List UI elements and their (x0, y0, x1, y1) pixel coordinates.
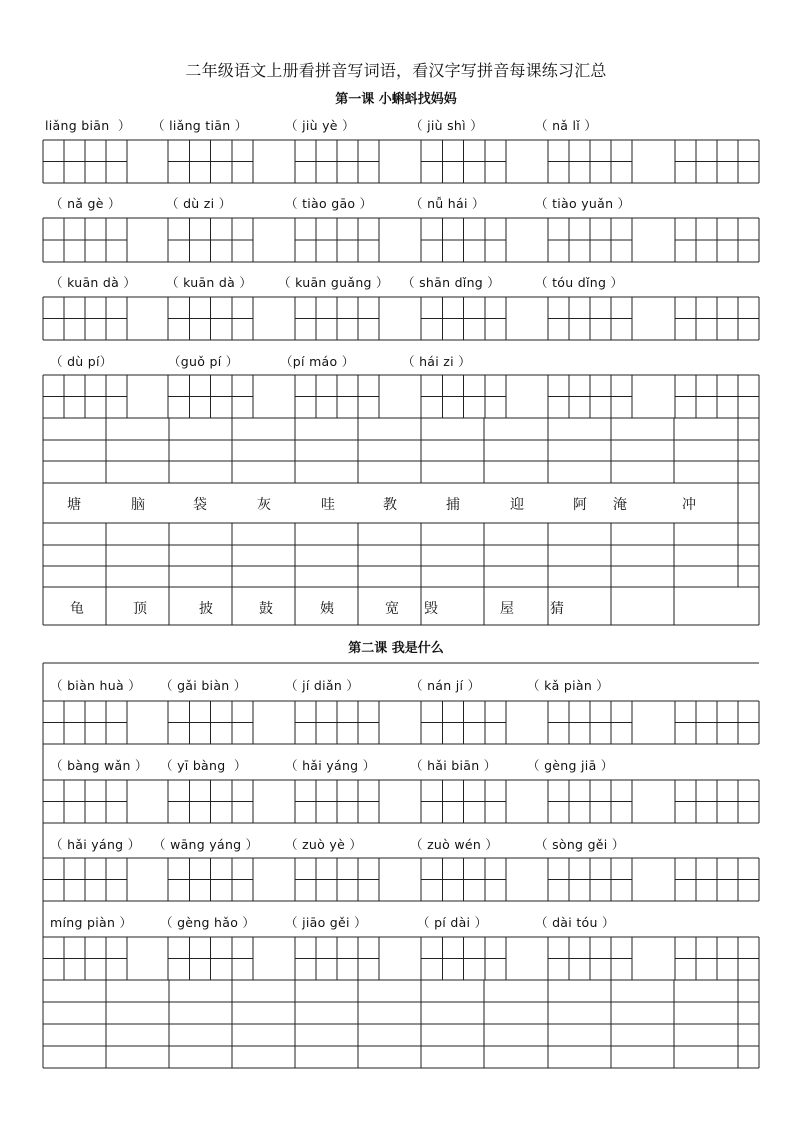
pinyin-label: （ gèng hǎo ） (160, 915, 256, 930)
hanzi-char: 捕 (446, 497, 460, 513)
hanzi-char: 姨 (320, 601, 334, 617)
pinyin-label: （ gèng jiā ） (527, 758, 614, 773)
hanzi-char: 披 (199, 601, 213, 617)
pinyin-label: （ kuān dà ） (166, 275, 253, 290)
hanzi-char: 顶 (133, 601, 147, 617)
pinyin-label: （ biàn huà ） (50, 678, 142, 693)
pinyin-label: （ tiào yuǎn ） (535, 196, 631, 211)
pinyin-label: （ zuò yè ） (285, 837, 363, 852)
pinyin-label: （ kǎ piàn ） (527, 678, 610, 693)
pinyin-label: （ sòng gěi ） (535, 837, 625, 852)
hanzi-char: 塘 (67, 497, 81, 513)
pinyin-label: （ pí dài ） (417, 915, 488, 930)
pinyin-label: （ dù pí） (50, 354, 113, 369)
pinyin-label: （ yī bàng ） (160, 758, 247, 773)
pinyin-label: （ bàng wǎn ） (50, 758, 148, 773)
pinyin-label: （ jiù shì ） (410, 118, 483, 133)
pinyin-label: （ kuān guǎng ） (278, 275, 389, 290)
pinyin-label: （ hái zi ） (402, 354, 472, 369)
hanzi-char: 猜 (550, 601, 564, 617)
pinyin-label: liǎng biān ） (45, 118, 131, 133)
hanzi-char: 袋 (193, 497, 207, 513)
hanzi-char: 宽 (385, 601, 399, 617)
pinyin-label: （ nǎ gè ） (50, 196, 121, 211)
pinyin-label: （ zuò wén ） (410, 837, 499, 852)
pinyin-label: （ shān dǐng ） (402, 275, 501, 290)
hanzi-char: 淹 (613, 497, 627, 513)
pinyin-label: （ nán jí ） (410, 678, 481, 693)
pinyin-label: （ hǎi yáng ） (50, 837, 141, 852)
hanzi-char: 脑 (131, 497, 145, 513)
hanzi-char: 鼓 (259, 601, 273, 617)
hanzi-char: 灰 (257, 497, 271, 513)
hanzi-char: 冲 (682, 497, 696, 513)
pinyin-label: （ nǚ hái ） (410, 196, 485, 211)
hanzi-char: 教 (383, 497, 397, 513)
lesson-1-heading: 第一课 小蝌蚪找妈妈 (335, 92, 457, 107)
pinyin-label: （ kuān dà ） (50, 275, 137, 290)
pinyin-label: （ tóu dǐng ） (535, 275, 624, 290)
pinyin-label: （ nǎ lǐ ） (535, 118, 598, 133)
pinyin-label: （ gǎi biàn ） (160, 678, 247, 693)
pinyin-label: （pí máo ） (280, 354, 355, 369)
pinyin-label: （guǒ pí ） (168, 354, 239, 369)
pinyin-label: （ dù zi ） (166, 196, 232, 211)
pinyin-label: （ tiào gāo ） (285, 196, 373, 211)
hanzi-char: 龟 (70, 601, 84, 617)
pinyin-label: （ wāng yáng ） (153, 837, 259, 852)
pinyin-label: míng piàn ） (50, 915, 133, 930)
lesson-2-heading: 第二课 我是什么 (348, 641, 444, 656)
hanzi-char: 毁 (424, 601, 438, 617)
hanzi-char: 阿 (573, 497, 587, 513)
pinyin-label: （ hǎi biān ） (410, 758, 497, 773)
pinyin-label: （ dài tóu ） (535, 915, 615, 930)
pinyin-label: （ liǎng tiān ） (152, 118, 248, 133)
pinyin-label: （ jiù yè ） (285, 118, 355, 133)
page-title: 二年级语文上册看拼音写词语，看汉字写拼音每课练习汇总 (185, 61, 607, 80)
hanzi-char: 迎 (510, 497, 524, 513)
pinyin-label: （ jí diǎn ） (285, 678, 360, 693)
hanzi-char: 哇 (321, 497, 335, 513)
pinyin-label: （ jiāo gěi ） (285, 915, 367, 930)
hanzi-char: 屋 (500, 601, 514, 617)
pinyin-label: （ hǎi yáng ） (285, 758, 376, 773)
